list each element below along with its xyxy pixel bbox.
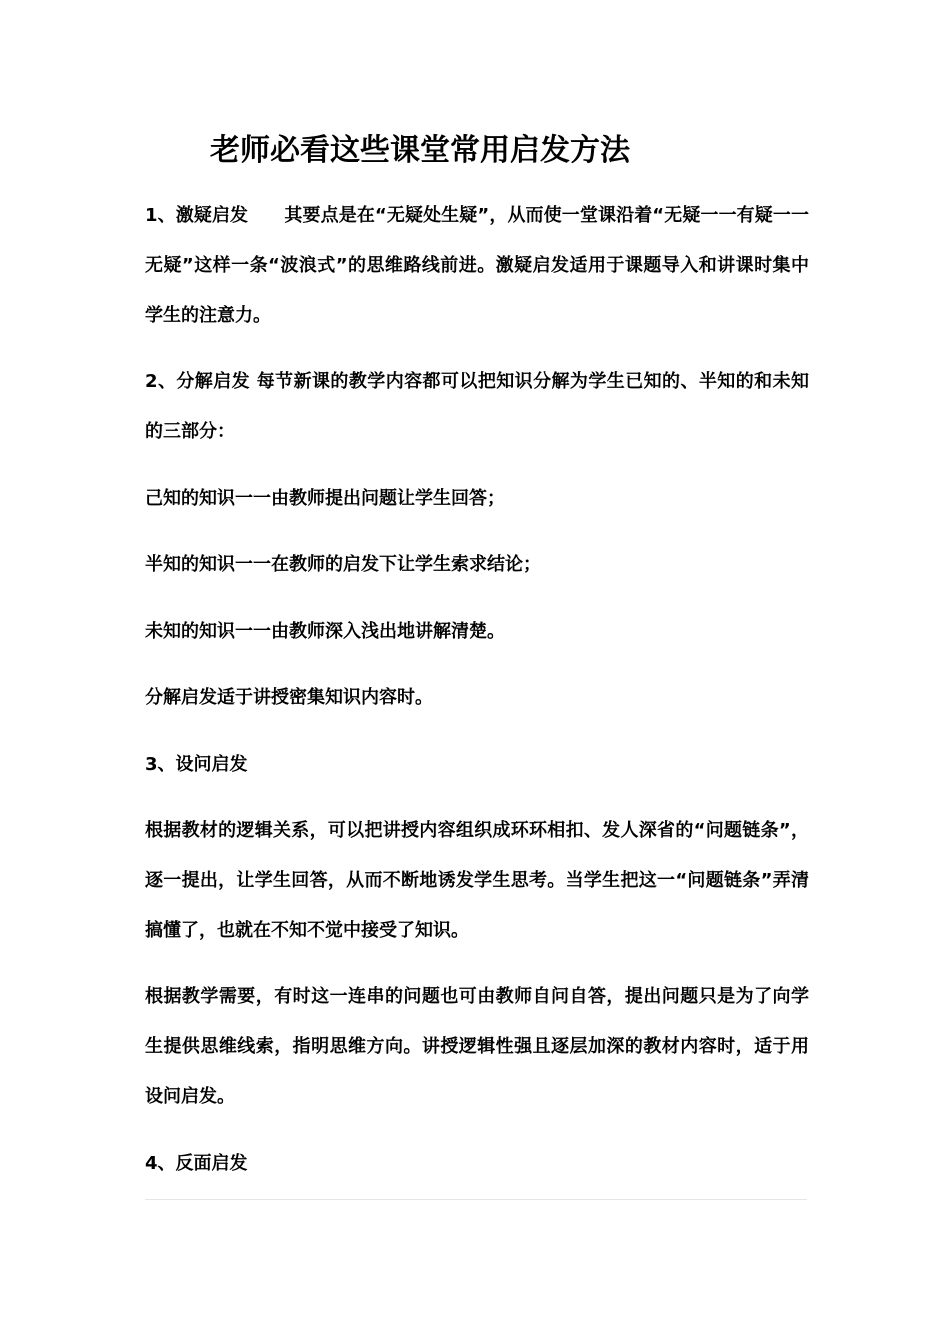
paragraph-decomposition-usage: 分解启发适于讲授密集知识内容时。 (145, 687, 433, 708)
paragraph-known-knowledge: 己知的知识一一由教师提出问题让学生回答； (145, 488, 505, 509)
heading-reverse-inspiration: 4、反面启发 (145, 1153, 248, 1174)
page-divider (145, 1199, 807, 1200)
paragraph-decomposition-inspiration: 2、分解启发 每节新课的教学内容都可以把知识分解为学生已知的、半知的和未知的三部分： (145, 371, 809, 442)
document-title: 老师必看这些课堂常用启发方法 (210, 133, 630, 168)
paragraph-unknown-knowledge: 未知的知识一一由教师深入浅出地讲解清楚。 (145, 621, 505, 642)
heading-question-inspiration: 3、设问启发 (145, 754, 248, 775)
paragraph-half-known-knowledge: 半知的知识一一在教师的启发下让学生索求结论； (145, 554, 541, 575)
paragraph-self-question: 根据教学需要，有时这一连串的问题也可由教师自问自答，提出问题只是为了向学生提供思维线索，指明思维方向。讲授逻辑性强且逐层加深的教材内容时，适于用设问启发。 (145, 986, 809, 1107)
paragraph-question-chain: 根据教材的逻辑关系，可以把讲授内容组织成环环相扣、发人深省的“问题链条”，逐一提出，让学生回答，从而不断地诱发学生思考。当学生把这一“问题链条”弄清搞懂了，也就在不知不觉中接受了知识。 (145, 820, 809, 941)
paragraph-doubt-inspiration: 1、激疑启发 其要点是在“无疑处生疑”，从而使一堂课沿着“无疑一一有疑一一无疑”这样一条“波浪式”的思维路线前进。激疑启发适用于课题导入和讲课时集中学生的注意力。 (145, 205, 809, 326)
